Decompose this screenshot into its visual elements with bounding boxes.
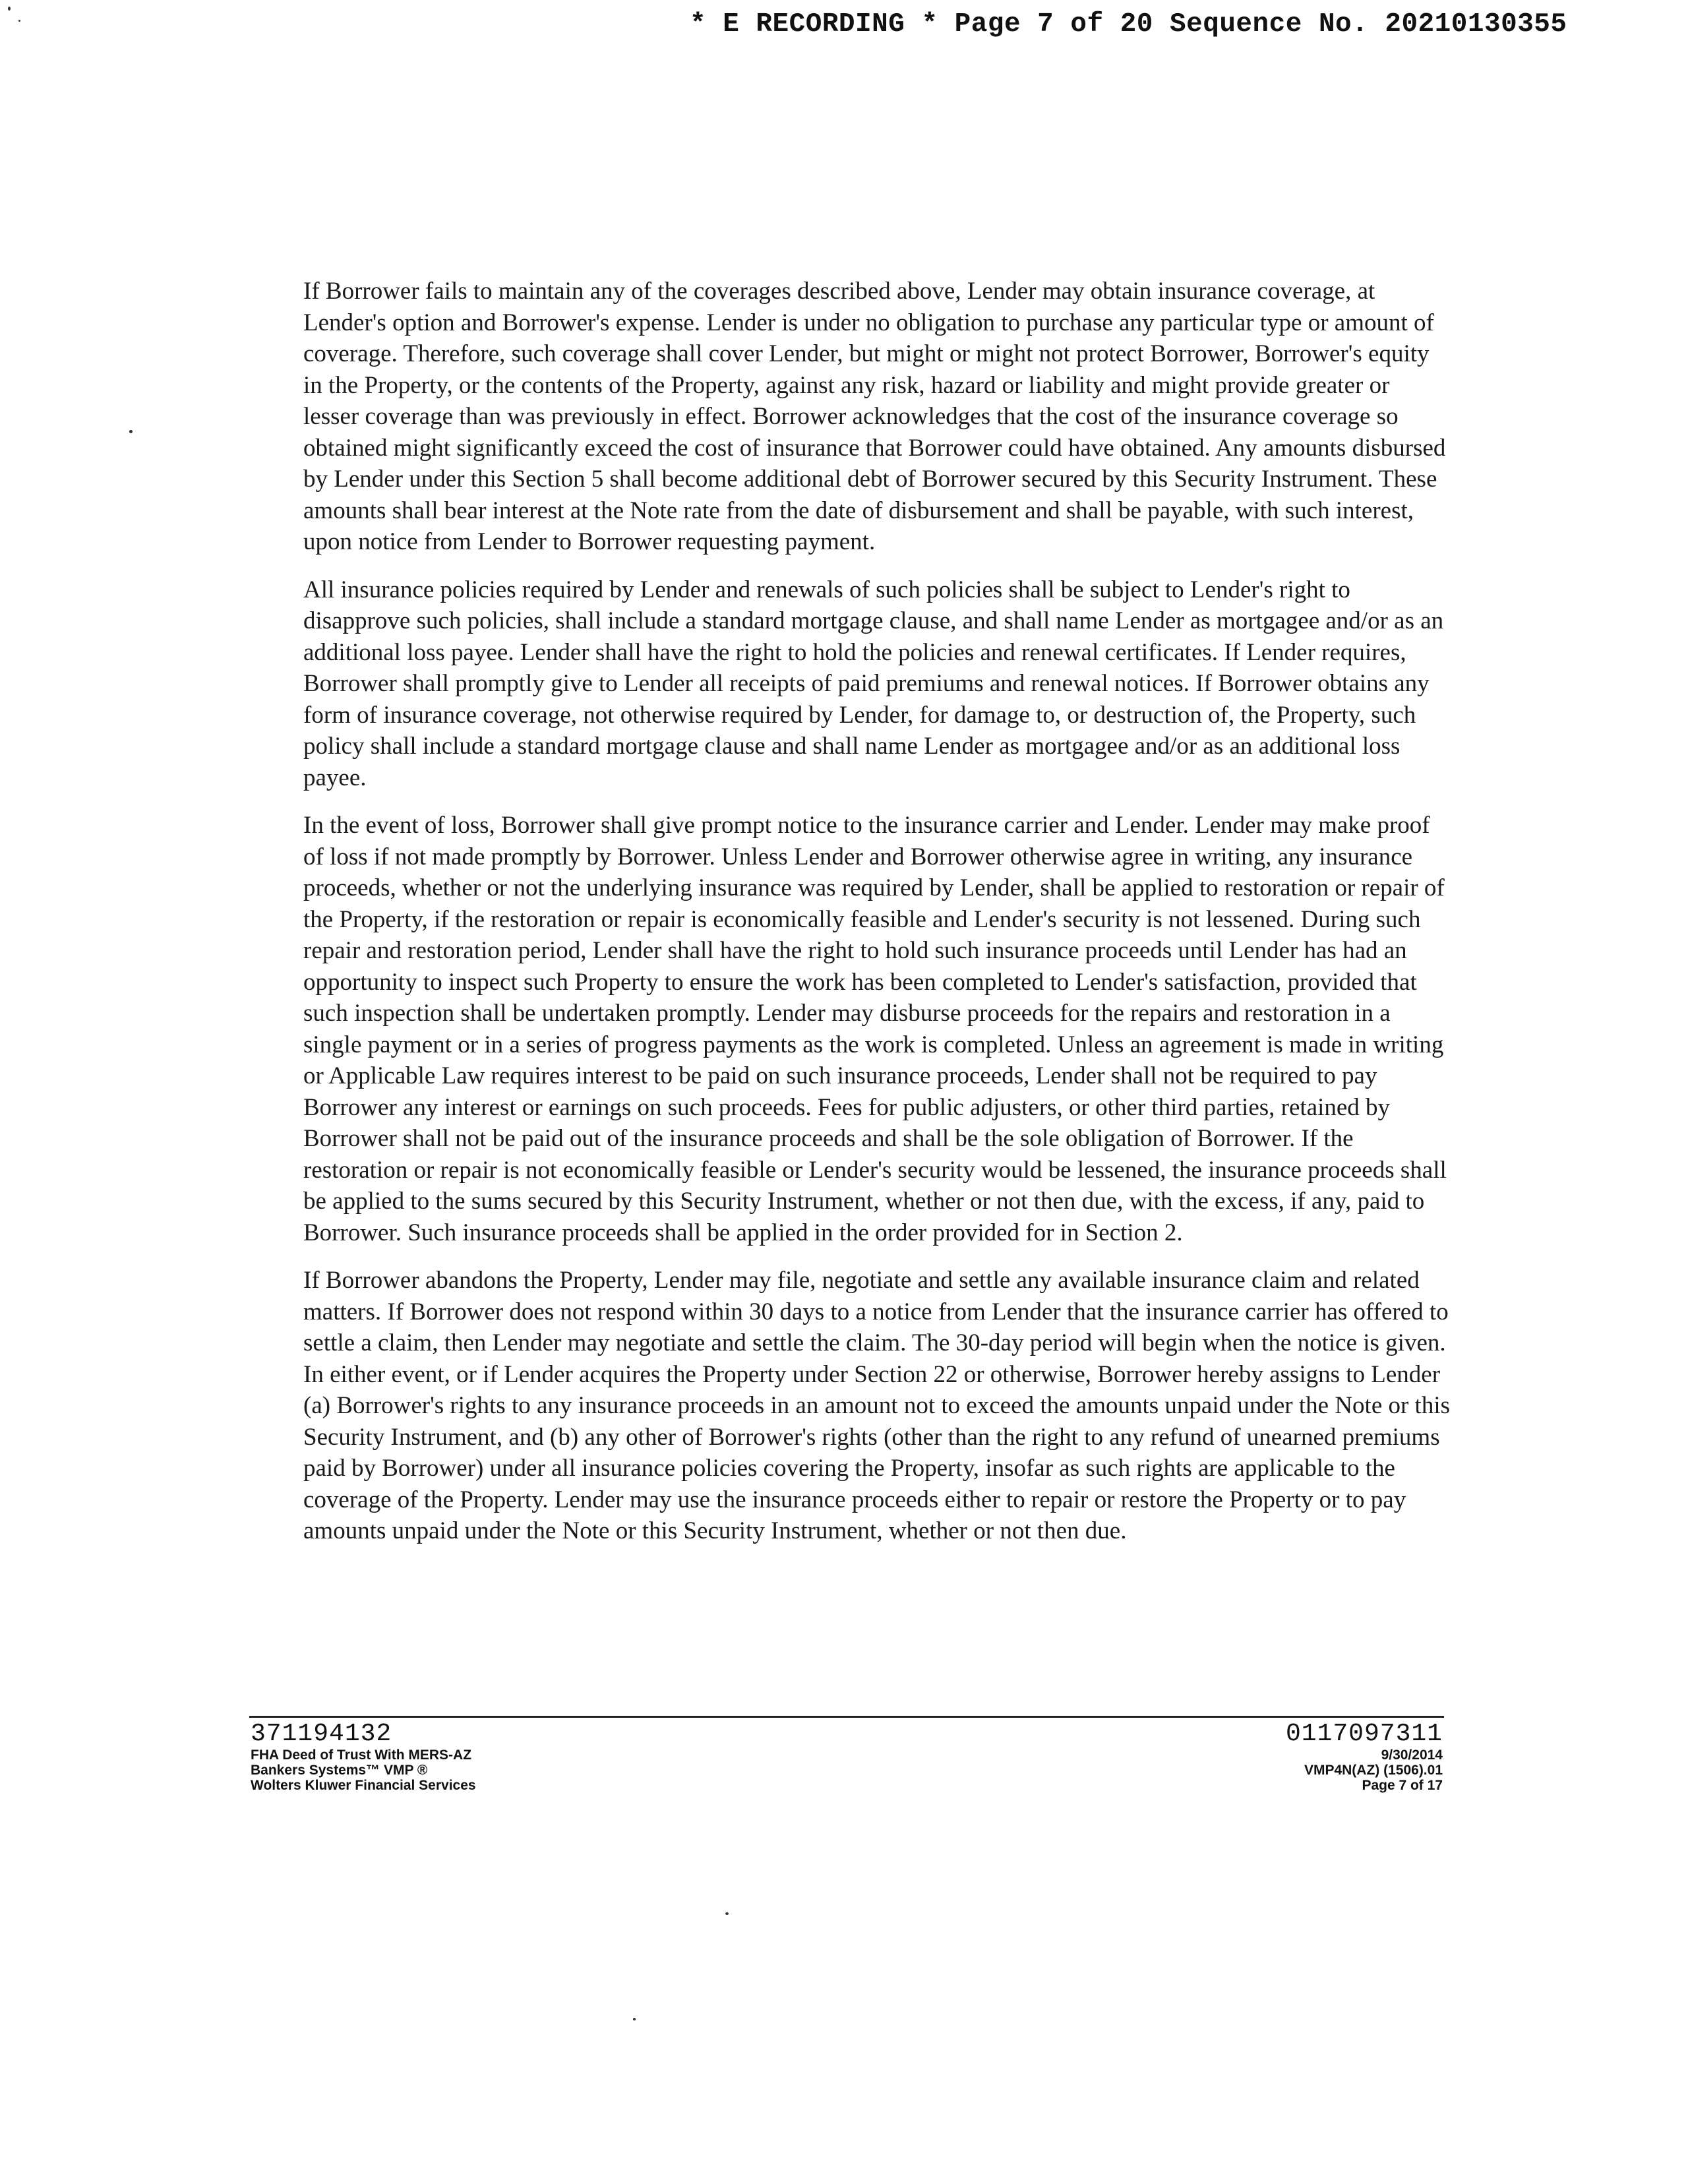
scan-speck xyxy=(8,7,11,11)
system-name: Bankers Systems™ VMP ® xyxy=(251,1763,428,1778)
scan-speck xyxy=(725,1912,729,1915)
scan-speck xyxy=(129,430,133,433)
form-title: FHA Deed of Trust With MERS-AZ xyxy=(251,1747,472,1763)
footer-left-block xyxy=(251,1721,476,1793)
scan-speck xyxy=(633,2018,636,2020)
footer-right-block xyxy=(1286,1721,1443,1793)
paragraph-event-of-loss: In the event of loss, Borrower shall give prompt notice to the insurance carrier and Lender. Lender may make proof of loss if not made promptly by Borrower. Unless Lender and Borrower otherwise agree in writing, any insurance proceeds, whether or not the underlying insurance was required by Lender, shall be applied to restoration or repair of the Property, if the restoration or repair is economically feasible and Lender's security is not lessened. During such repair and restoration period, Lender shall have the right to hold such insurance proceeds until Lender has had an opportunity to inspect such Property to ensure the work has been completed to Lender's satisfaction, provided that such inspection shall be undertaken promptly. Lender may disburse proceeds for the repairs and restoration in a single payment or in a series of progress payments as the work is completed. Unless an agreement is made in writing or Applicable Law requires interest to be paid on such insurance proceeds, Lender shall not be required to pay Borrower any interest or earnings on such proceeds. Fees for public adjusters, or other third parties, retained by Borrower shall not be paid out of the insurance proceeds and shall be the sole obligation of Borrower. If the restoration or repair is not economically feasible or Lender's security would be lessened, the insurance proceeds shall be applied to the sums secured by this Security Instrument, whether or not then due, with the excess, if any, paid to Borrower. Such insurance proceeds shall be applied in the order provided for in Section 2. xyxy=(303,812,1447,1246)
form-code: VMP4N(AZ) (1506).01 xyxy=(1304,1763,1443,1778)
paragraph-lender-obtain-coverage: If Borrower fails to maintain any of the coverages described above, Lender may obtain insurance coverage, at Lender's option and Borrower's expense. Lender is under no obligation to purchase any particular type or amount of coverage. Therefore, such coverage shall cover Lender, but might or might not protect Borrower, Borrower's equity in the Property, or the contents of the Property, against any risk, hazard or liability and might provide greater or lesser coverage than was previously in effect. Borrower acknowledges that the cost of the insurance coverage so obtained might significantly exceed the cost of insurance that Borrower could have obtained. Any amounts disbursed by Lender under this Section 5 shall become additional debt of Borrower secured by this Security Instrument. These amounts shall bear interest at the Note rate from the date of disbursement and shall be payable, with such interest, upon notice from Lender to Borrower requesting payment. xyxy=(303,278,1446,555)
publisher-name: Wolters Kluwer Financial Services xyxy=(251,1778,476,1793)
scan-speck xyxy=(18,20,20,22)
doc-number: 0117097311 xyxy=(1285,1720,1443,1748)
form-date: 9/30/2014 xyxy=(1381,1747,1443,1763)
recording-stamp: * E RECORDING * Page 7 of 20 Sequence No. 20210130355 xyxy=(690,9,1567,40)
paragraph-abandonment: If Borrower abandons the Property, Lender may file, negotiate and settle any available insurance claim and related matters. If Borrower does not respond within 30 days to a notice from Lender that the insurance carrier has offered to settle a claim, then Lender may negotiate and settle the claim. The 30-day period will begin when the notice is given. In either event, or if Lender acquires the Property under Section 22 or otherwise, Borrower hereby assigns to Lender (a) Borrower's rights to any insurance proceeds in an amount not to exceed the amounts unpaid under the Note or this Security Instrument, and (b) any other of Borrower's rights (other than the right to any refund of unearned premiums paid by Borrower) under all insurance policies covering the Property, insofar as such rights are applicable to the coverage of the Property. Lender may use the insurance proceeds either to repair or restore the Property or to pay amounts unpaid under the Note or this Security Instrument, whether or not then due. xyxy=(303,1267,1451,1544)
footer-divider xyxy=(249,1716,1444,1718)
document-body xyxy=(303,276,1451,1563)
page-number: Page 7 of 17 xyxy=(1362,1778,1443,1793)
paragraph-insurance-policies: All insurance policies required by Lender and renewals of such policies shall be subject to Lender's right to disapprove such policies, shall include a standard mortgage clause, and shall name Lender as mortgagee and/or as an additional loss payee. Lender shall have the right to hold the policies and renewal certificates. If Lender requires, Borrower shall promptly give to Lender all receipts of paid premiums and renewal notices. If Borrower obtains any form of insurance coverage, not otherwise required by Lender, for damage to, or destruction of, the Property, such policy shall include a standard mortgage clause and shall name Lender as mortgagee and/or as an additional loss payee. xyxy=(303,576,1444,791)
loan-number: 371194132 xyxy=(251,1720,392,1748)
